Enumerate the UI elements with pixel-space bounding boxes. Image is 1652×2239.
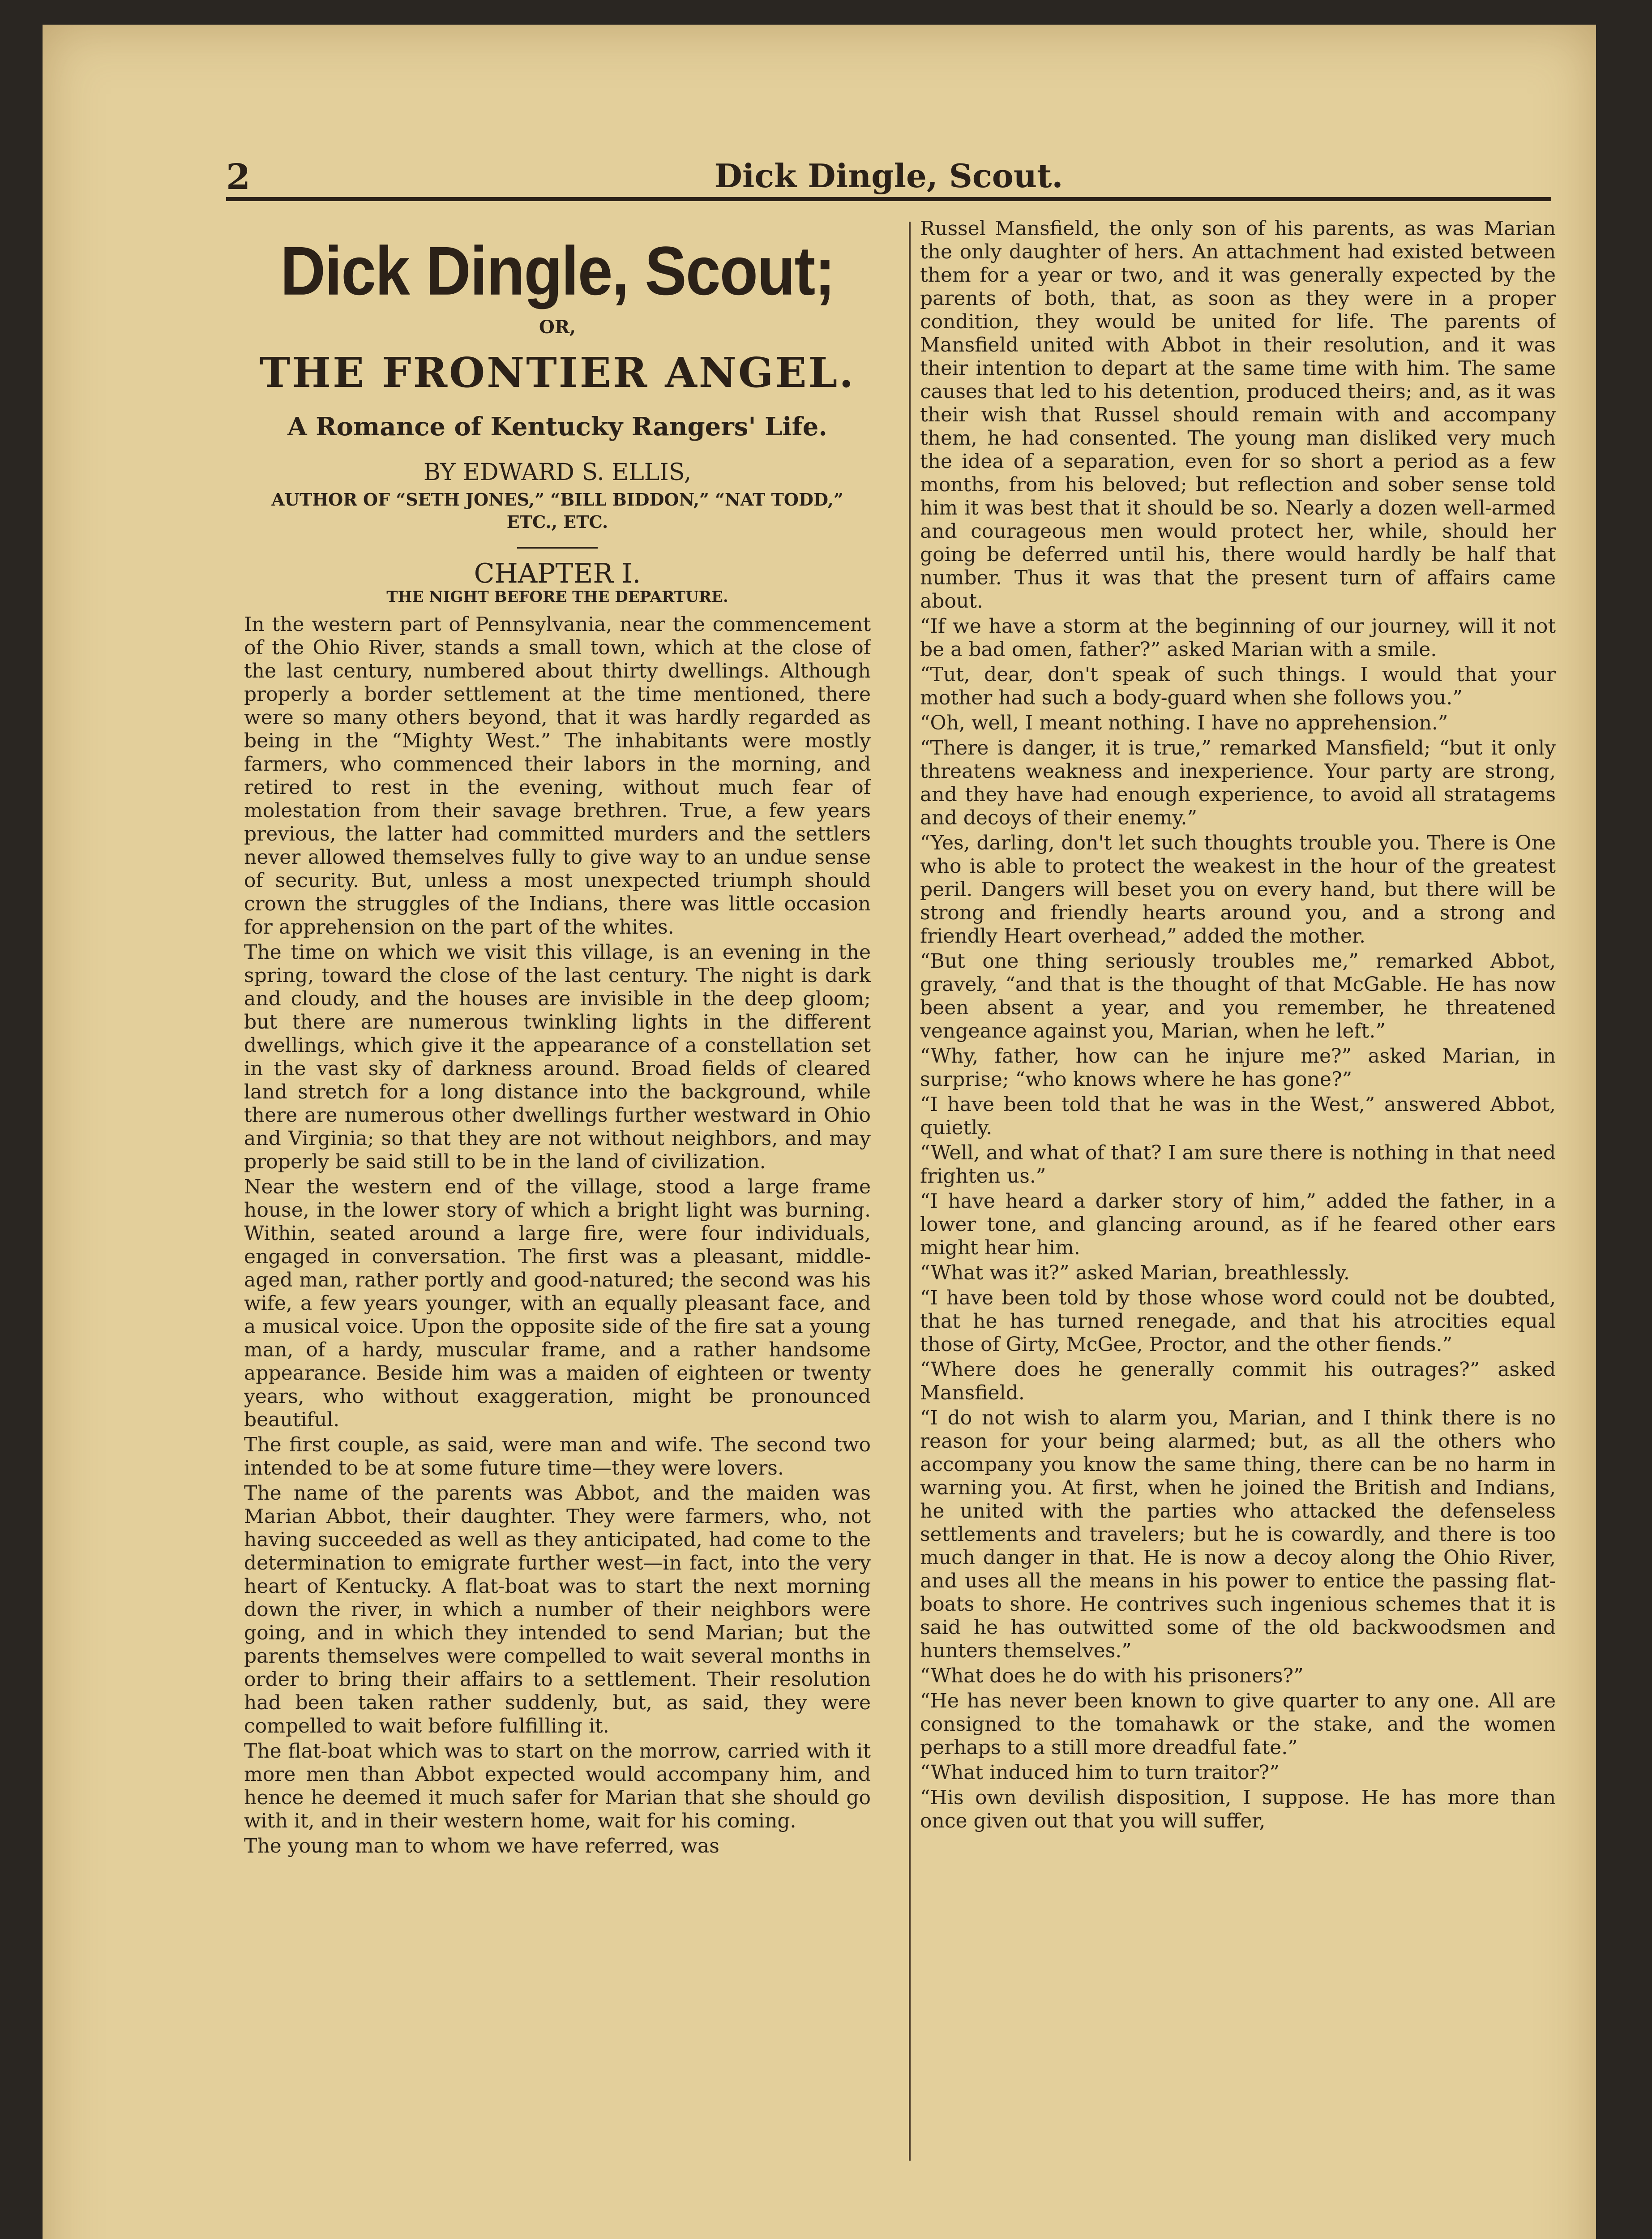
paragraph: “Well, and what of that? I am sure there is nothing in that need frighten us.” [920,1141,1556,1188]
book-title: Dick Dingle, Scout; [280,232,835,309]
romance-line: A Romance of Kentucky Rangers' Life. [287,412,827,442]
paragraph: The first couple, as said, were man and wife. The second two intended to be at some future time—they were lovers. [244,1433,871,1480]
title-or: OR, [539,317,576,338]
paragraph: “He has never been known to give quarter to any one. All are consigned to the tomahawk or the stake, and the women perhaps to a still more dreadful fate.” [920,1690,1556,1759]
paragraph: “I have been told by those whose word could not be doubted, that he has turned renegade, and that his atrocities equal those of Girty, McGee, Proctor, and the other fiends.” [920,1287,1556,1356]
paragraph: “I have heard a darker story of him,” added the father, in a lower tone, and glancing around, as if he feared other ears might hear him. [920,1190,1556,1259]
right-column [920,217,1556,2165]
page-number: 2 [226,157,251,197]
paragraph: “Where does he generally commit his outrages?” asked Mansfield. [920,1358,1556,1404]
book-subtitle: THE FRONTIER ANGEL. [259,348,856,397]
paragraph: Near the western end of the village, stood a large frame house, in the lower story of which a bright light was burning. Within, seated around a large fire, were four individuals, engaged in conversation. The first was a pleasant, middle-aged man, rather portly and good-natured; the second was his wife, a few years younger, with an equally pleasant face, and a musical voice. Upon the opposite side of the fire sat a young man, of a hardy, muscular frame, and a rather handsome appearance. Beside him was a maiden of eighteen or twenty years, who without exaggeration, might be pronounced beautiful. [244,1175,871,1431]
paragraph: “Oh, well, I meant nothing. I have no apprehension.” [920,712,1448,734]
paragraph: The time on which we visit this village, is an evening in the spring, toward the close of the last century. The night is dark and cloudy, and the houses are invisible in the deep gloom; but there are numerous twinkling lights in the different dwellings, which give it the appearance of a constellation set in the vast sky of darkness around. Broad fields of cleared land stretch for a long distance into the background, while there are numerous other dwellings further westward in Ohio and Virginia; so that they are not without neighbors, and may properly be said still to be in the land of civilization. [244,941,871,1173]
paragraph: “There is danger, it is true,” remarked Mansfield; “but it only threatens weakness and inexperience. Your party are strong, and they have had enough experience, to avoid all stratagems and decoys of their enemy.” [920,737,1556,829]
paragraph: The young man to whom we have referred, was [244,1835,719,1857]
page-header [226,143,1551,201]
chapter-heading: CHAPTER I. [474,558,641,589]
paragraph: “I do not wish to alarm you, Marian, and I think there is no reason for your being alarmed; but, as all the others who accompany you know the same thing, there can be no harm in warning you. At first, when he joined the British and Indians, he united with the parties who attacked the defenseless settlements and travelers; but he is cowardly, and there is too much danger in that. He is now a decoy along the Ohio River, and uses all the means in his power to entice the passing flat-boats to shore. He contrives such ingenious schemes that it is said he has outwitted some of the old backwoodsmen and hunters themselves.” [920,1407,1556,1662]
paragraph: “What was it?” asked Marian, breathlessly. [920,1261,1350,1284]
paragraph: “I have been told that he was in the West,” answered Abbot, quietly. [920,1093,1556,1139]
paragraph: “His own devilish disposition, I suppose. He has more than once given out that you will suffer, [920,1786,1556,1832]
paragraph: “Tut, dear, don't speak of such things. I would that your mother had such a body-guard when she follows you.” [920,663,1556,709]
author-of: AUTHOR OF “SETH JONES,” “BILL BIDDON,” “NAT TODD,” ETC., ETC. [271,489,843,532]
paragraph: In the western part of Pennsylvania, near the commencement of the Ohio River, stands a small town, which at the close of the last century, numbered about thirty dwellings. Although properly a border settlement at the time mentioned, there were so many others beyond, that it was hardly regarded as being in the “Mighty West.” The inhabitants were mostly farmers, who commenced their labors in the morning, and retired to rest in the evening, without much fear of molestation from their savage brethren. True, a few years previous, the latter had committed murders and the settlers never allowed themselves fully to give way to an undue sense of security. But, unless a most unexpected triumph should crown the struggles of the Indians, there was little occasion for apprehension on the part of the whites. [244,613,871,939]
page-sheet [43,25,1596,2239]
paragraph: The name of the parents was Abbot, and the maiden was Marian Abbot, their daughter. They were farmers, who, not having succeeded as well as they anticipated, had come to the determination to emigrate further west—in fact, into the very heart of Kentucky. A flat-boat was to start the next morning down the river, in which a number of their neighbors were going, and in which they intended to send Marian; but the parents themselves were compelled to wait several months in order to bring their affairs to a settlement. Their resolution had been taken rather suddenly, but, as said, they were compelled to wait before fulfilling it. [244,1482,871,1737]
running-title: Dick Dingle, Scout. [714,157,1063,195]
paragraph: “But one thing seriously troubles me,” remarked Abbot, gravely, “and that is the thought of that McGable. He has now been absent a year, and you remember, he threatened vengeance against you, Marian, when he left.” [920,950,1556,1042]
paragraph: “If we have a storm at the beginning of our journey, will it not be a bad omen, father?” asked Marian with a smile. [920,615,1556,661]
column-divider [909,222,911,2161]
chapter-subheading: THE NIGHT BEFORE THE DEPARTURE. [386,588,728,606]
paragraph: Russel Mansfield, the only son of his parents, as was Marian the only daughter of hers. An attachment had existed between them for a year or two, and it was generally expected by the parents of both, that, as soon as they were in a proper condition, they would be united for life. The parents of Mansfield united with Abbot in their resolution, and it was their intention to depart at the same time with him. The same causes that led to his detention, produced theirs; and, as it was their wish that Russel should remain with and accompany them, he had consented. The young man disliked very much the idea of a separation, even for so short a period as a few months, from his beloved; but reflection and sober sense told him it was best that it should be so. Nearly a dozen well-armed and courageous men would protect her, while, should her going be deferred until his, there would hardly be half that number. Thus it was that the present turn of affairs came about. [920,217,1556,613]
paragraph: The flat-boat which was to start on the morrow, carried with it more men than Abbot expected would accompany him, and hence he deemed it much safer for Marian that she should go with it, and in their western home, wait for his coming. [244,1740,871,1832]
paragraph: “Why, father, how can he injure me?” asked Marian, in surprise; “who knows where he has gone?” [920,1045,1556,1091]
paragraph: “What does he do with his prisoners?” [920,1664,1304,1687]
paragraph: “Yes, darling, don't let such thoughts trouble you. There is One who is able to protect the weakest in the hour of the greatest peril. Dangers will beset you on every hand, but there will be strong and friendly hearts around you, and a strong and friendly Heart overhead,” added the mother. [920,832,1556,948]
left-column [244,217,871,2165]
title-rule [517,547,598,549]
paragraph: “What induced him to turn traitor?” [920,1761,1280,1784]
byline: BY EDWARD S. ELLIS, [423,459,692,486]
